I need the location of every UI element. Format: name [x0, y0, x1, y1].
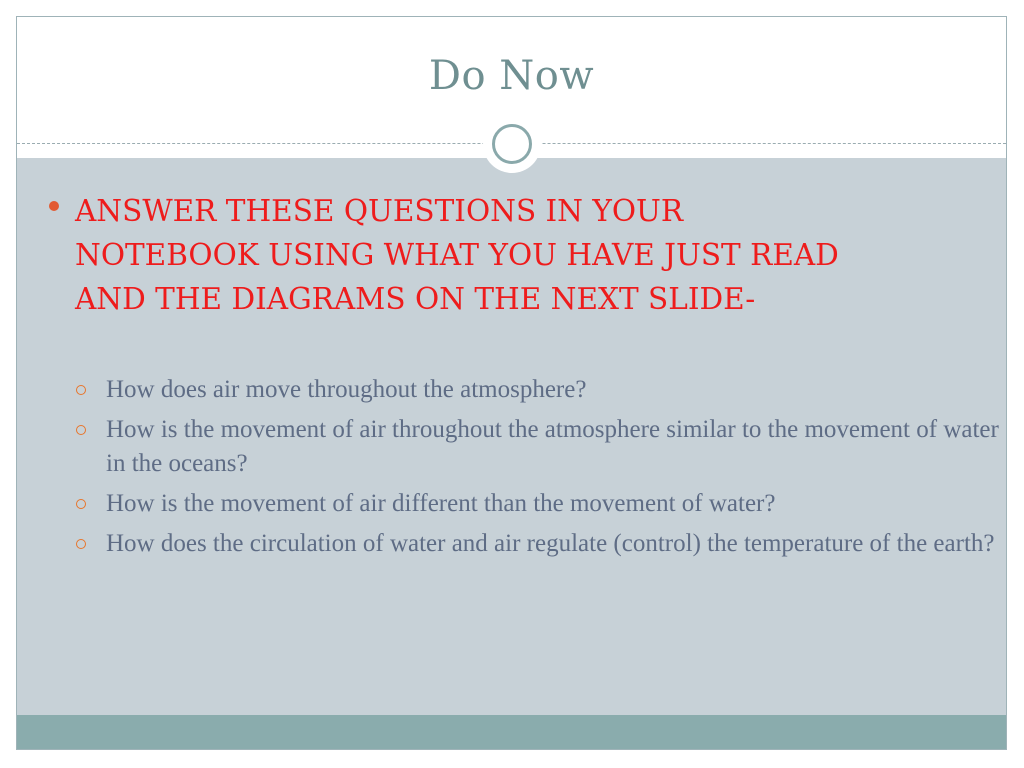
main-bullet	[49, 189, 869, 321]
list-item	[76, 413, 1006, 481]
hollow-bullet-icon	[76, 539, 86, 549]
question-text: How is the movement of air different than the movement of water?	[106, 490, 776, 517]
slide	[16, 16, 1007, 750]
filled-bullet-icon	[49, 201, 59, 211]
list-item	[76, 487, 1006, 521]
list-item	[76, 373, 1006, 407]
question-text: How is the movement of air throughout the atmosphere similar to the movement of water in the oceans?	[106, 416, 999, 477]
slide-title: Do Now	[428, 53, 595, 99]
question-text: How does air move throughout the atmosphere?	[106, 376, 587, 403]
main-bullet-text: ANSWER THESE QUESTIONS IN YOUR NOTEBOOK USING WHAT YOU HAVE JUST READ AND THE DIAGRAMS ON THE NEXT SLIDE-	[75, 194, 839, 316]
footer-bar	[17, 715, 1006, 749]
question-list	[76, 373, 1006, 567]
list-item	[76, 527, 1006, 561]
ring-icon	[492, 124, 532, 164]
hollow-bullet-icon	[76, 499, 86, 509]
question-text: How does the circulation of water and air regulate (control) the temperature of the earth?	[106, 530, 995, 557]
hollow-bullet-icon	[76, 385, 86, 395]
hollow-bullet-icon	[76, 425, 86, 435]
